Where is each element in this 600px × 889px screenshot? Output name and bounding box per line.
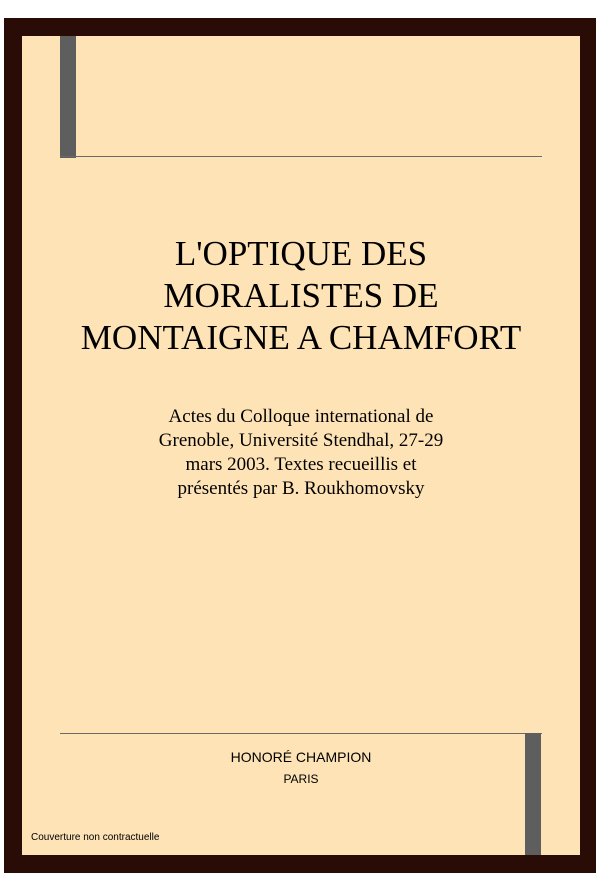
subtitle-line: Actes du Colloque international de	[168, 406, 434, 427]
bottom-rule	[60, 733, 542, 734]
publisher-name: HONORÉ CHAMPION	[230, 749, 372, 765]
title-line: L'OPTIQUE DES	[174, 234, 428, 273]
book-title	[22, 233, 580, 359]
subtitle-line: mars 2003. Textes recueillis et	[185, 454, 417, 475]
subtitle-line: présentés par B. Roukhomovsky	[177, 478, 425, 499]
title-line: MORALISTES DE	[163, 276, 439, 315]
book-subtitle	[22, 405, 580, 501]
title-line: MONTAIGNE A CHAMFORT	[80, 318, 522, 357]
publisher-city: PARIS	[283, 772, 319, 786]
disclaimer-text: Couverture non contractuelle	[31, 832, 160, 843]
top-rule	[60, 156, 542, 157]
top-accent-bar	[60, 36, 76, 158]
subtitle-line: Grenoble, Université Stendhal, 27-29	[158, 430, 444, 451]
